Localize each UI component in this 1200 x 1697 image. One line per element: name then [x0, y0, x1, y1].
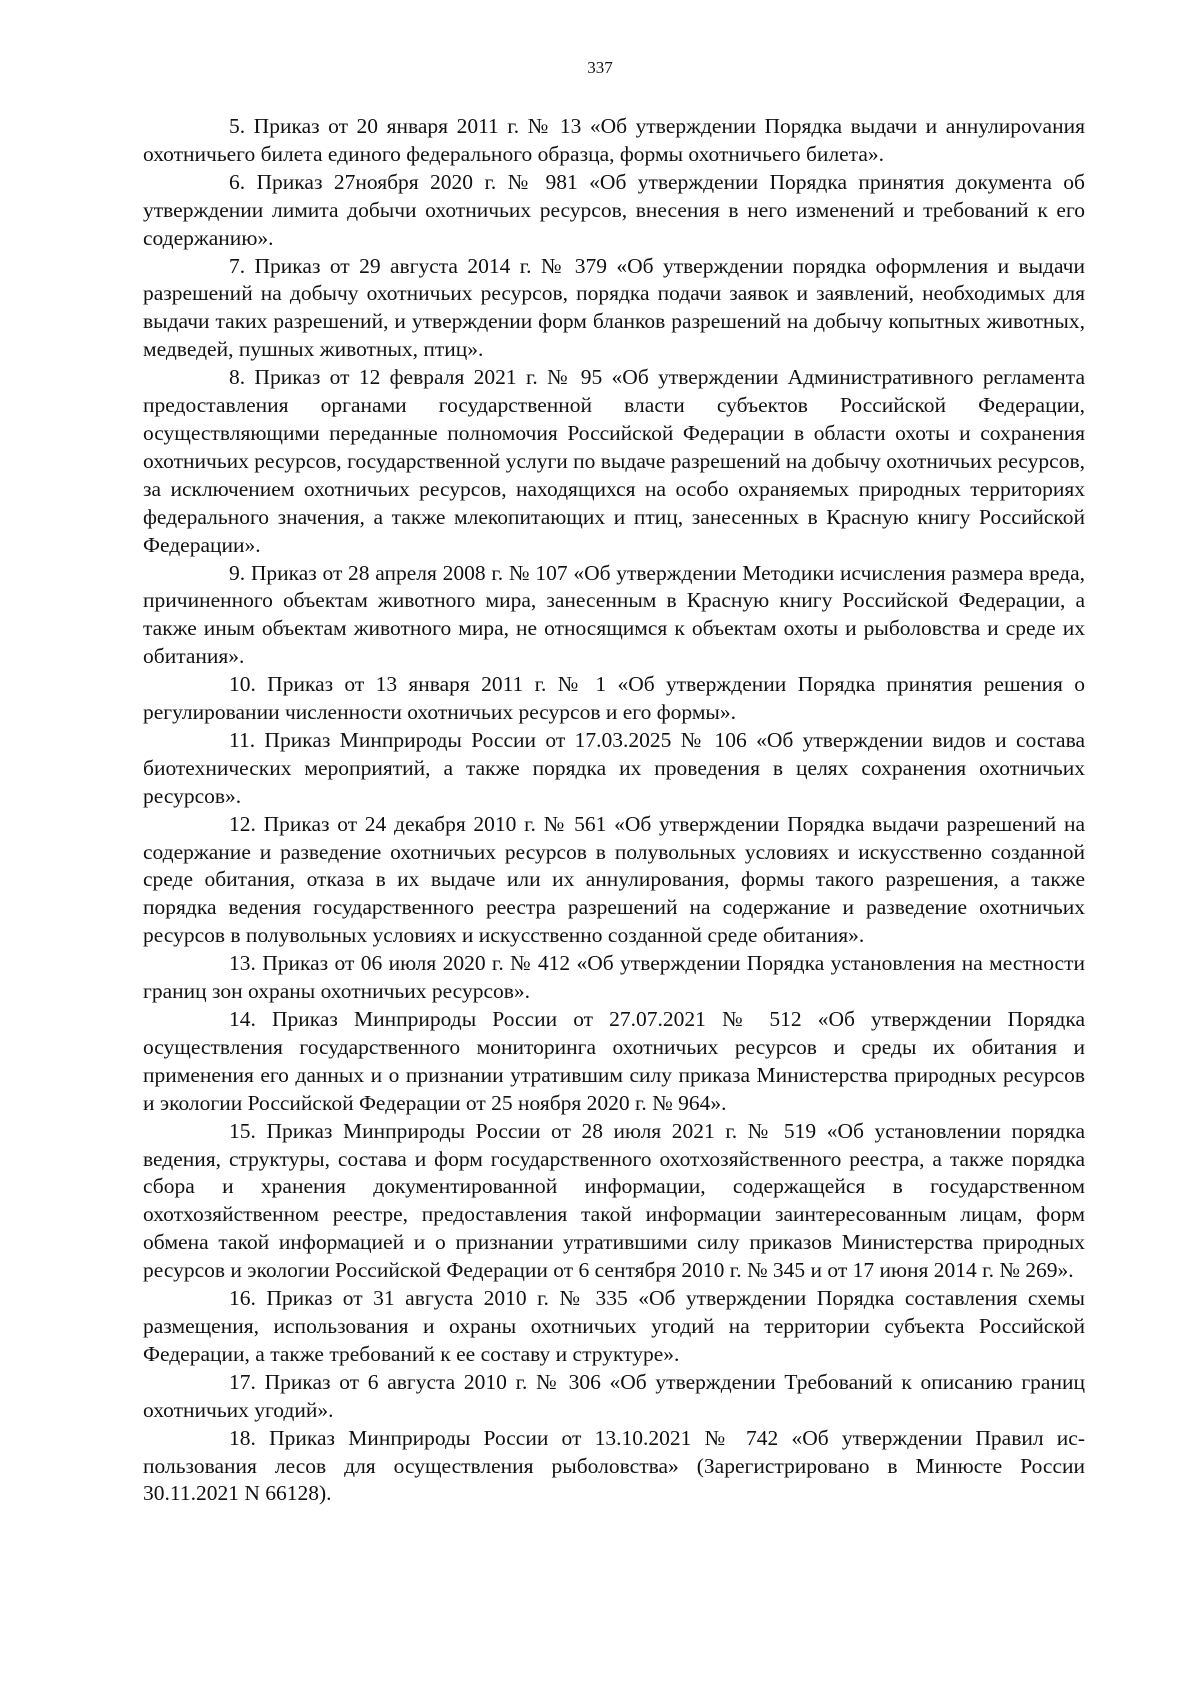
list-item: 9. Приказ от 28 апреля 2008 г. № 107 «Об утверждении Методики исчисления размера вреда, причиненного объектам животного мира, занесенным в Красную книгу Российской Федерации, а также иным объектам животного мира, не относящимся к объектам охоты и рыболовства и среде их обитания». [143, 560, 1085, 669]
list-item: 6. Приказ 27ноября 2020 г. № 981 «Об утверждении Порядка принятия документа об утверждении лимита добычи охотничьих ресурсов, внесения в него изменений и требований к его содержанию». [143, 169, 1085, 250]
list-item: 16. Приказ от 31 августа 2010 г. № 335 «Об утверждении Порядка составления схемы размещения, использования и охраны охотничьих угодий на территории субъекта Российской Федерации, а также требований к ее составу и структуре». [143, 1286, 1085, 1366]
list-item: 11. Приказ Минприроды России от 17.03.2025 № 106 «Об утверждении видов и состава биотехнических мероприятий, а также порядка их проведения в целях сохранения охотничьих ресурсов». [143, 727, 1085, 808]
list-item: 7. Приказ от 29 августа 2014 г. № 379 «Об утверждении порядка оформления и выдачи разрешений на добычу охотничьих ресурсов, порядка подачи заявок и заявлений, необходимых для выдачи таких разрешений, и утверждении форм бланков разрешений на добычу копытных животных, медведей, пушных животных, птиц». [143, 253, 1085, 362]
list-item: 12. Приказ от 24 декабря 2010 г. № 561 «Об утверждении Порядка выдачи разрешений на содержание и разведение охотничьих ресурсов в полувольных условиях и искусственно созданной среде обитания, отказа в их выдаче или их аннулирования, формы такого разрешения, а также порядка ведения государственного реестра разрешений на содержание и разведение охотничьих ресурсов в полувольных условиях и искусственно созданной среде обитания». [143, 811, 1085, 948]
list-item: 18. Приказ Минприроды России от 13.10.2021 № 742 «Об утверждении Правил использования лесов для осуществления рыболовства» (Зарегистрировано в Минюсте России 30.11.2021 N 66128). [143, 1425, 1085, 1506]
list-item: 13. Приказ от 06 июля 2020 г. № 412 «Об утверждении Порядка установления на местности границ зон охраны охотничьих ресурсов». [143, 951, 1085, 1004]
list-item: 5. Приказ от 20 января 2011 г. № 13 «Об утверждении Порядка выдачи и аннулироvания охотничьего билета единого федерального образца, формы охотничьего билета». [143, 114, 1085, 166]
list-item: 17. Приказ от 6 августа 2010 г. № 306 «Об утверждении Требований к описанию границ охотничьих угодий». [143, 1369, 1085, 1422]
list-item: 8. Приказ от 12 февраля 2021 г. № 95 «Об утверждении Административного регламента предоставления органами государственной власти субъектов Российской Федерации, осуществляющими переданные полномочия Российской Федерации в области охоты и сохранения охотничьих ресурсов, государственной услуги по выдаче разрешений на добычу охотничьих ресурсов, за исключением охотничьих ресурсов, находящихся на особо охраняемых природных территориях федерального значения, а также млекопитающих и птиц, занесенных в Красную книгу Российской Федерации». [143, 365, 1085, 557]
document-body [143, 113, 1085, 1508]
page-number: 337 [587, 58, 613, 77]
list-item: 14. Приказ Минприроды России от 27.07.2021 № 512 «Об утверждении Порядка осуществления государственного мониторинга охотничьих ресурсов и среды их обитания и применения его данных и о признании утратившим силу приказа Министерства природных ресурсов и экологии Российской Федерации от 25 ноября 2020 г. № 964». [143, 1007, 1085, 1115]
list-item: 15. Приказ Минприроды России от 28 июля 2021 г. № 519 «Об установлении порядка ведения, структуры, состава и форм государственного охотхозяйственного реестра, а также порядка сбора и хранения документированной информации, содержащейся в государственном охотхозяйственном реестре, предоставления такой информации заинтересованным лицам, форм обмена такой информацией и о признании утратившими силу приказов Министерства природных ресурсов и экологии Российской Федерации от 6 сентября 2010 г. № 345 и от 17 июня 2014 г. № 269». [143, 1118, 1085, 1283]
list-item: 10. Приказ от 13 января 2011 г. № 1 «Об утверждении Порядка принятия решения о регулировании численности охотничьих ресурсов и его формы». [143, 672, 1085, 725]
